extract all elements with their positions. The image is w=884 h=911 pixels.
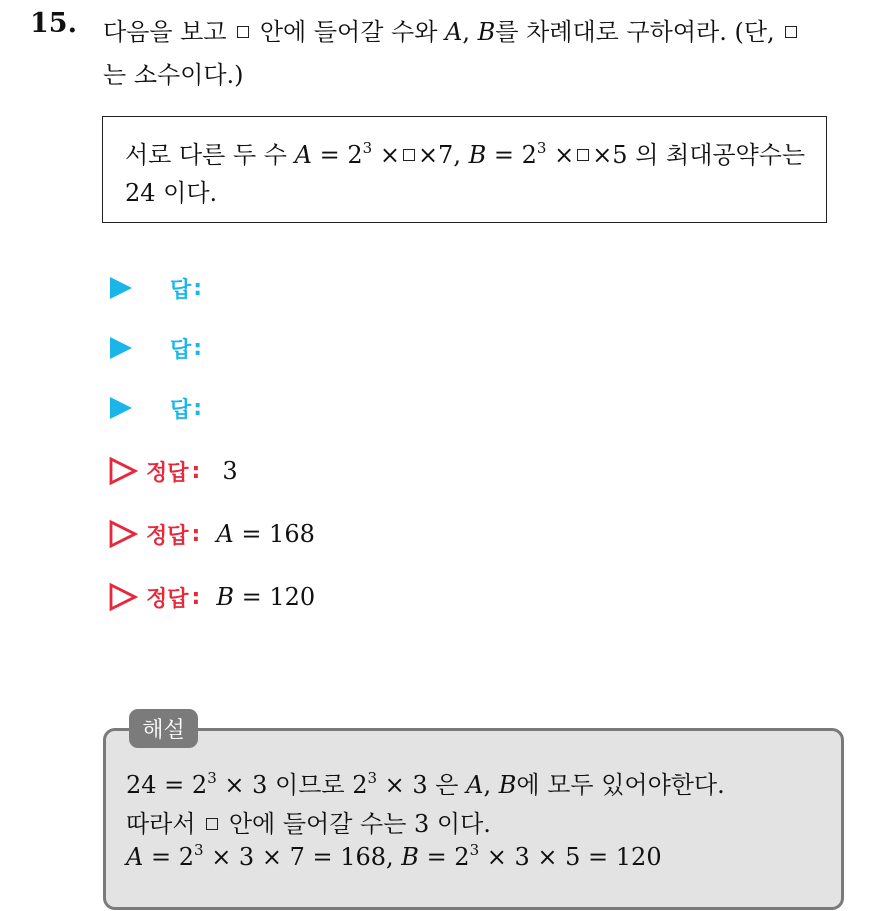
question-text-line2: 는 소수이다.): [103, 61, 244, 89]
solution-value: 3: [222, 457, 238, 485]
answer-row-3[interactable]: 답 :: [108, 390, 202, 426]
blank-square-icon: [785, 26, 797, 38]
answer-row-1[interactable]: 답 :: [108, 270, 202, 306]
question-text-line1: 다음을 보고 안에 들어갈 수와 A, B를 차례대로 구하여라. (단,: [103, 12, 800, 47]
explanation-line2: 따라서 안에 들어갈 수는 3 이다.: [126, 810, 491, 838]
solution-row-1: 정답 : 3: [108, 452, 238, 490]
blank-square-icon: [577, 149, 589, 161]
answer-row-2[interactable]: 답 :: [108, 330, 202, 366]
outline-triangle-icon: [108, 582, 138, 612]
solution-row-3: 정답 : B = 120: [108, 578, 315, 616]
given-condition-box: [102, 116, 827, 223]
explanation-line3: $A = 2^3 \times 3 \times 7 = 168$, $B = 2^3 \times 3 \times 5 = 120$: [126, 841, 662, 871]
blank-square-icon: [206, 818, 218, 830]
play-triangle-icon: [108, 335, 134, 361]
question-number: 15.: [30, 8, 77, 39]
play-triangle-icon: [108, 395, 134, 421]
outline-triangle-icon: [108, 456, 138, 486]
solution-value: A = 168: [216, 520, 315, 548]
play-triangle-icon: [108, 275, 134, 301]
solution-row-2: 정답 : A = 168: [108, 515, 315, 553]
given-line1: 서로 다른 두 수 $A = 2^3 \times \times 7$, $B = 2^3 \times \times 5$ 의 최대공약수는: [125, 139, 806, 169]
explanation-box: [103, 728, 844, 910]
given-line2: 24 이다.: [125, 179, 218, 207]
explanation-tag: 해설: [129, 709, 198, 748]
solution-value: B = 120: [216, 583, 316, 611]
blank-square-icon: [237, 26, 249, 38]
explanation-line1: $24 = 2^3 \times 3$ 이므로 $2^3 \times 3$ 은 A, B에 모두 있어야한다.: [126, 769, 725, 799]
outline-triangle-icon: [108, 519, 138, 549]
blank-square-icon: [403, 149, 415, 161]
